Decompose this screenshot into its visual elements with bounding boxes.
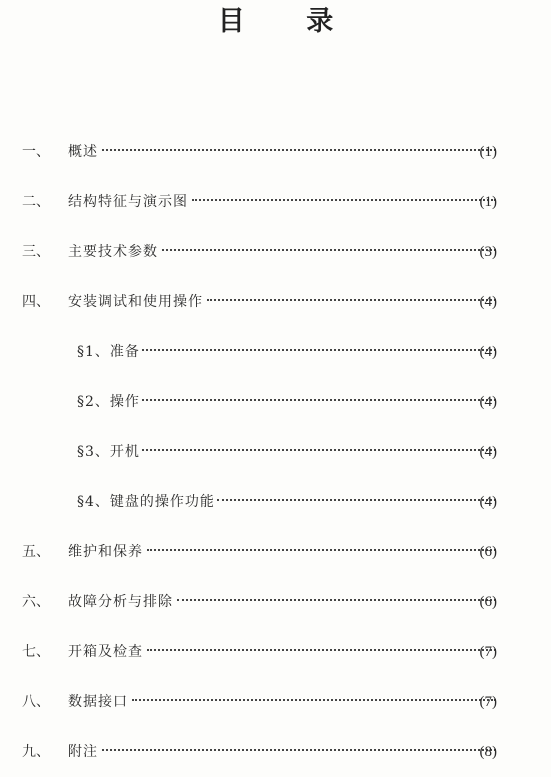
dot-leader <box>142 449 496 451</box>
toc-entry-line <box>77 441 500 463</box>
toc-subentry-preparation <box>0 327 551 377</box>
toc-entry-number: 一、 <box>22 144 50 160</box>
toc-entry-label: 故障分析与排除 <box>68 594 173 610</box>
toc-entry-page: (4) <box>479 344 497 360</box>
table-of-contents <box>0 127 551 777</box>
toc-entry-installation <box>0 277 551 327</box>
toc-entry-page: (6) <box>479 544 497 560</box>
toc-entry-line <box>68 641 500 663</box>
dot-leader <box>102 149 496 151</box>
dot-leader <box>147 649 496 651</box>
toc-entry-line <box>77 391 500 413</box>
dot-leader <box>192 199 496 201</box>
toc-entry-label: 概述 <box>68 144 98 160</box>
toc-entry-number: 二、 <box>22 194 50 210</box>
toc-entry-line <box>68 241 500 263</box>
toc-entry-line <box>68 141 500 163</box>
toc-entry-page: (3) <box>479 244 497 260</box>
dot-leader <box>147 549 496 551</box>
toc-entry-label: 附注 <box>68 744 98 760</box>
toc-entry-label: 数据接口 <box>68 694 128 710</box>
toc-entry-label: 结构特征与演示图 <box>68 194 188 210</box>
toc-entry-label: §2、操作 <box>77 394 140 410</box>
toc-entry-page: (7) <box>479 644 497 660</box>
toc-entry-structure <box>0 177 551 227</box>
toc-entry-number: 四、 <box>22 294 50 310</box>
toc-subentry-keyboard <box>0 477 551 527</box>
dot-leader <box>142 349 496 351</box>
toc-entry-label: §1、准备 <box>77 344 140 360</box>
toc-entry-page: (4) <box>479 294 497 310</box>
toc-entry-page: (8) <box>479 744 497 760</box>
toc-entry-page: (7) <box>479 694 497 710</box>
toc-entry-number: 三、 <box>22 244 50 260</box>
toc-entry-label: 开箱及检查 <box>68 644 143 660</box>
toc-entry-number: 七、 <box>22 644 50 660</box>
toc-entry-maintenance <box>0 527 551 577</box>
toc-entry-page: (4) <box>479 444 497 460</box>
toc-entry-label: 安装调试和使用操作 <box>68 294 203 310</box>
toc-entry-label: §3、开机 <box>77 444 140 460</box>
toc-entry-label: §4、键盘的操作功能 <box>77 494 215 510</box>
dot-leader <box>177 599 496 601</box>
toc-subentry-operation <box>0 377 551 427</box>
page-title: 目 录 <box>217 6 360 37</box>
toc-entry-page: (6) <box>479 594 497 610</box>
dot-leader <box>162 249 496 251</box>
toc-entry-page: (1) <box>479 144 497 160</box>
toc-entry-line <box>68 691 500 713</box>
dot-leader <box>207 299 496 301</box>
toc-entry-number: 九、 <box>22 744 50 760</box>
toc-entry-page: (1) <box>479 194 497 210</box>
toc-entry-data-interface <box>0 677 551 727</box>
dot-leader <box>217 499 496 501</box>
toc-entry-overview <box>0 127 551 177</box>
toc-entry-line <box>68 291 500 313</box>
toc-entry-line <box>77 491 500 513</box>
toc-subentry-power-on <box>0 427 551 477</box>
toc-entry-line <box>68 741 500 763</box>
toc-entry-line <box>68 591 500 613</box>
dot-leader <box>132 699 496 701</box>
toc-entry-line <box>68 191 500 213</box>
toc-entry-label: 维护和保养 <box>68 544 143 560</box>
toc-entry-line <box>77 341 500 363</box>
toc-entry-page: (4) <box>479 494 497 510</box>
dot-leader <box>102 749 496 751</box>
toc-entry-troubleshooting <box>0 577 551 627</box>
toc-entry-label: 主要技术参数 <box>68 244 158 260</box>
toc-entry-notes <box>0 727 551 777</box>
toc-entry-unboxing <box>0 627 551 677</box>
toc-entry-line <box>68 541 500 563</box>
toc-entry-number: 八、 <box>22 694 50 710</box>
dot-leader <box>142 399 496 401</box>
toc-entry-number: 六、 <box>22 594 50 610</box>
toc-entry-specs <box>0 227 551 277</box>
toc-entry-page: (4) <box>479 394 497 410</box>
toc-entry-number: 五、 <box>22 544 50 560</box>
